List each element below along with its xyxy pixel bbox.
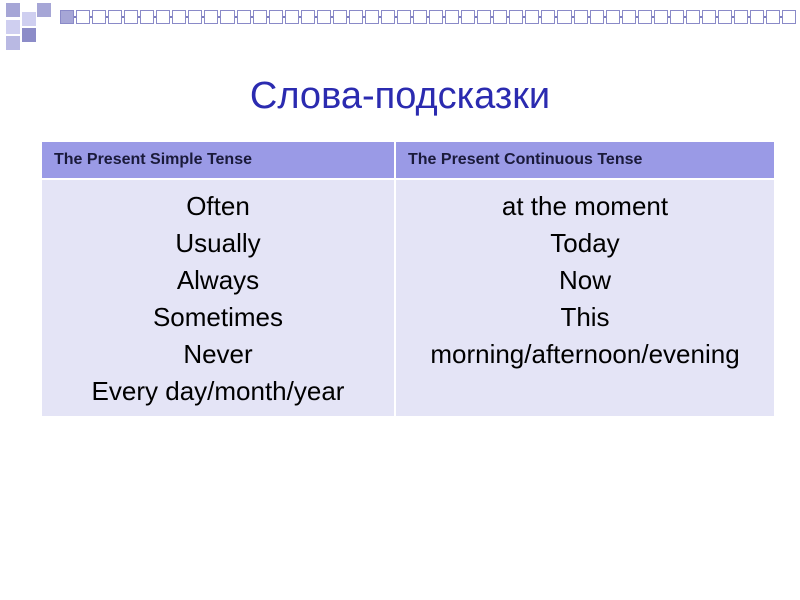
decor-square: [92, 10, 106, 24]
decor-square: [22, 12, 36, 26]
table-row: [42, 179, 774, 416]
decor-square: [301, 10, 315, 24]
decor-square: [477, 10, 491, 24]
simple-word: Never: [183, 339, 253, 369]
continuous-word: This: [560, 302, 610, 332]
table-header-row: [42, 142, 774, 179]
simple-word: Every day/month/year: [91, 376, 345, 406]
decor-square: [718, 10, 732, 24]
decor-square: [574, 10, 588, 24]
decor-square: [333, 10, 347, 24]
decor-square: [60, 10, 74, 24]
decor-square: [606, 10, 620, 24]
decor-square: [253, 10, 267, 24]
decor-square: [686, 10, 700, 24]
continuous-word: Today: [550, 228, 620, 258]
decor-square: [269, 10, 283, 24]
continuous-word: at the moment: [501, 191, 669, 221]
decor-square: [349, 10, 363, 24]
decor-square: [638, 10, 652, 24]
decor-square: [766, 10, 780, 24]
simple-word: Often: [186, 191, 250, 221]
decor-square: [6, 20, 20, 34]
decor-square: [156, 10, 170, 24]
tense-table: [42, 142, 774, 416]
decor-square-row: [60, 10, 796, 24]
decor-square: [541, 10, 555, 24]
decor-square: [365, 10, 379, 24]
decor-square: [413, 10, 427, 24]
decor-square: [734, 10, 748, 24]
decor-square: [140, 10, 154, 24]
decor-square: [381, 10, 395, 24]
decor-square: [237, 10, 251, 24]
decor-square: [124, 10, 138, 24]
decor-square: [317, 10, 331, 24]
decor-square: [285, 10, 299, 24]
cell-simple-words: [42, 179, 395, 416]
decor-square: [220, 10, 234, 24]
decor-square: [782, 10, 796, 24]
decor-square: [525, 10, 539, 24]
header-simple: The Present Simple Tense: [42, 142, 395, 179]
decor-square: [670, 10, 684, 24]
decor-square: [622, 10, 636, 24]
decor-square: [37, 3, 51, 17]
decor-square: [76, 10, 90, 24]
header-continuous: The Present Continuous Tense: [395, 142, 774, 179]
decor-square: [108, 10, 122, 24]
simple-word: Usually: [175, 228, 261, 258]
continuous-word: morning/afternoon/evening: [430, 339, 740, 369]
decor-square: [654, 10, 668, 24]
decor-square: [702, 10, 716, 24]
decor-square: [429, 10, 443, 24]
cell-continuous-words: [395, 179, 774, 416]
continuous-word: Now: [558, 265, 611, 295]
decor-square: [557, 10, 571, 24]
decor-square: [461, 10, 475, 24]
decor-square: [6, 3, 20, 17]
decor-square: [750, 10, 764, 24]
decor-square: [493, 10, 507, 24]
decor-square: [204, 10, 218, 24]
simple-word: Always: [176, 265, 260, 295]
decor-square: [188, 10, 202, 24]
decor-square: [445, 10, 459, 24]
decor-square: [172, 10, 186, 24]
decor-square: [397, 10, 411, 24]
slide-title: Слова-подсказки: [249, 75, 551, 117]
decor-square: [22, 28, 36, 42]
decor-square: [6, 36, 20, 50]
decor-square: [509, 10, 523, 24]
decor-square: [590, 10, 604, 24]
simple-word: Sometimes: [152, 302, 284, 332]
